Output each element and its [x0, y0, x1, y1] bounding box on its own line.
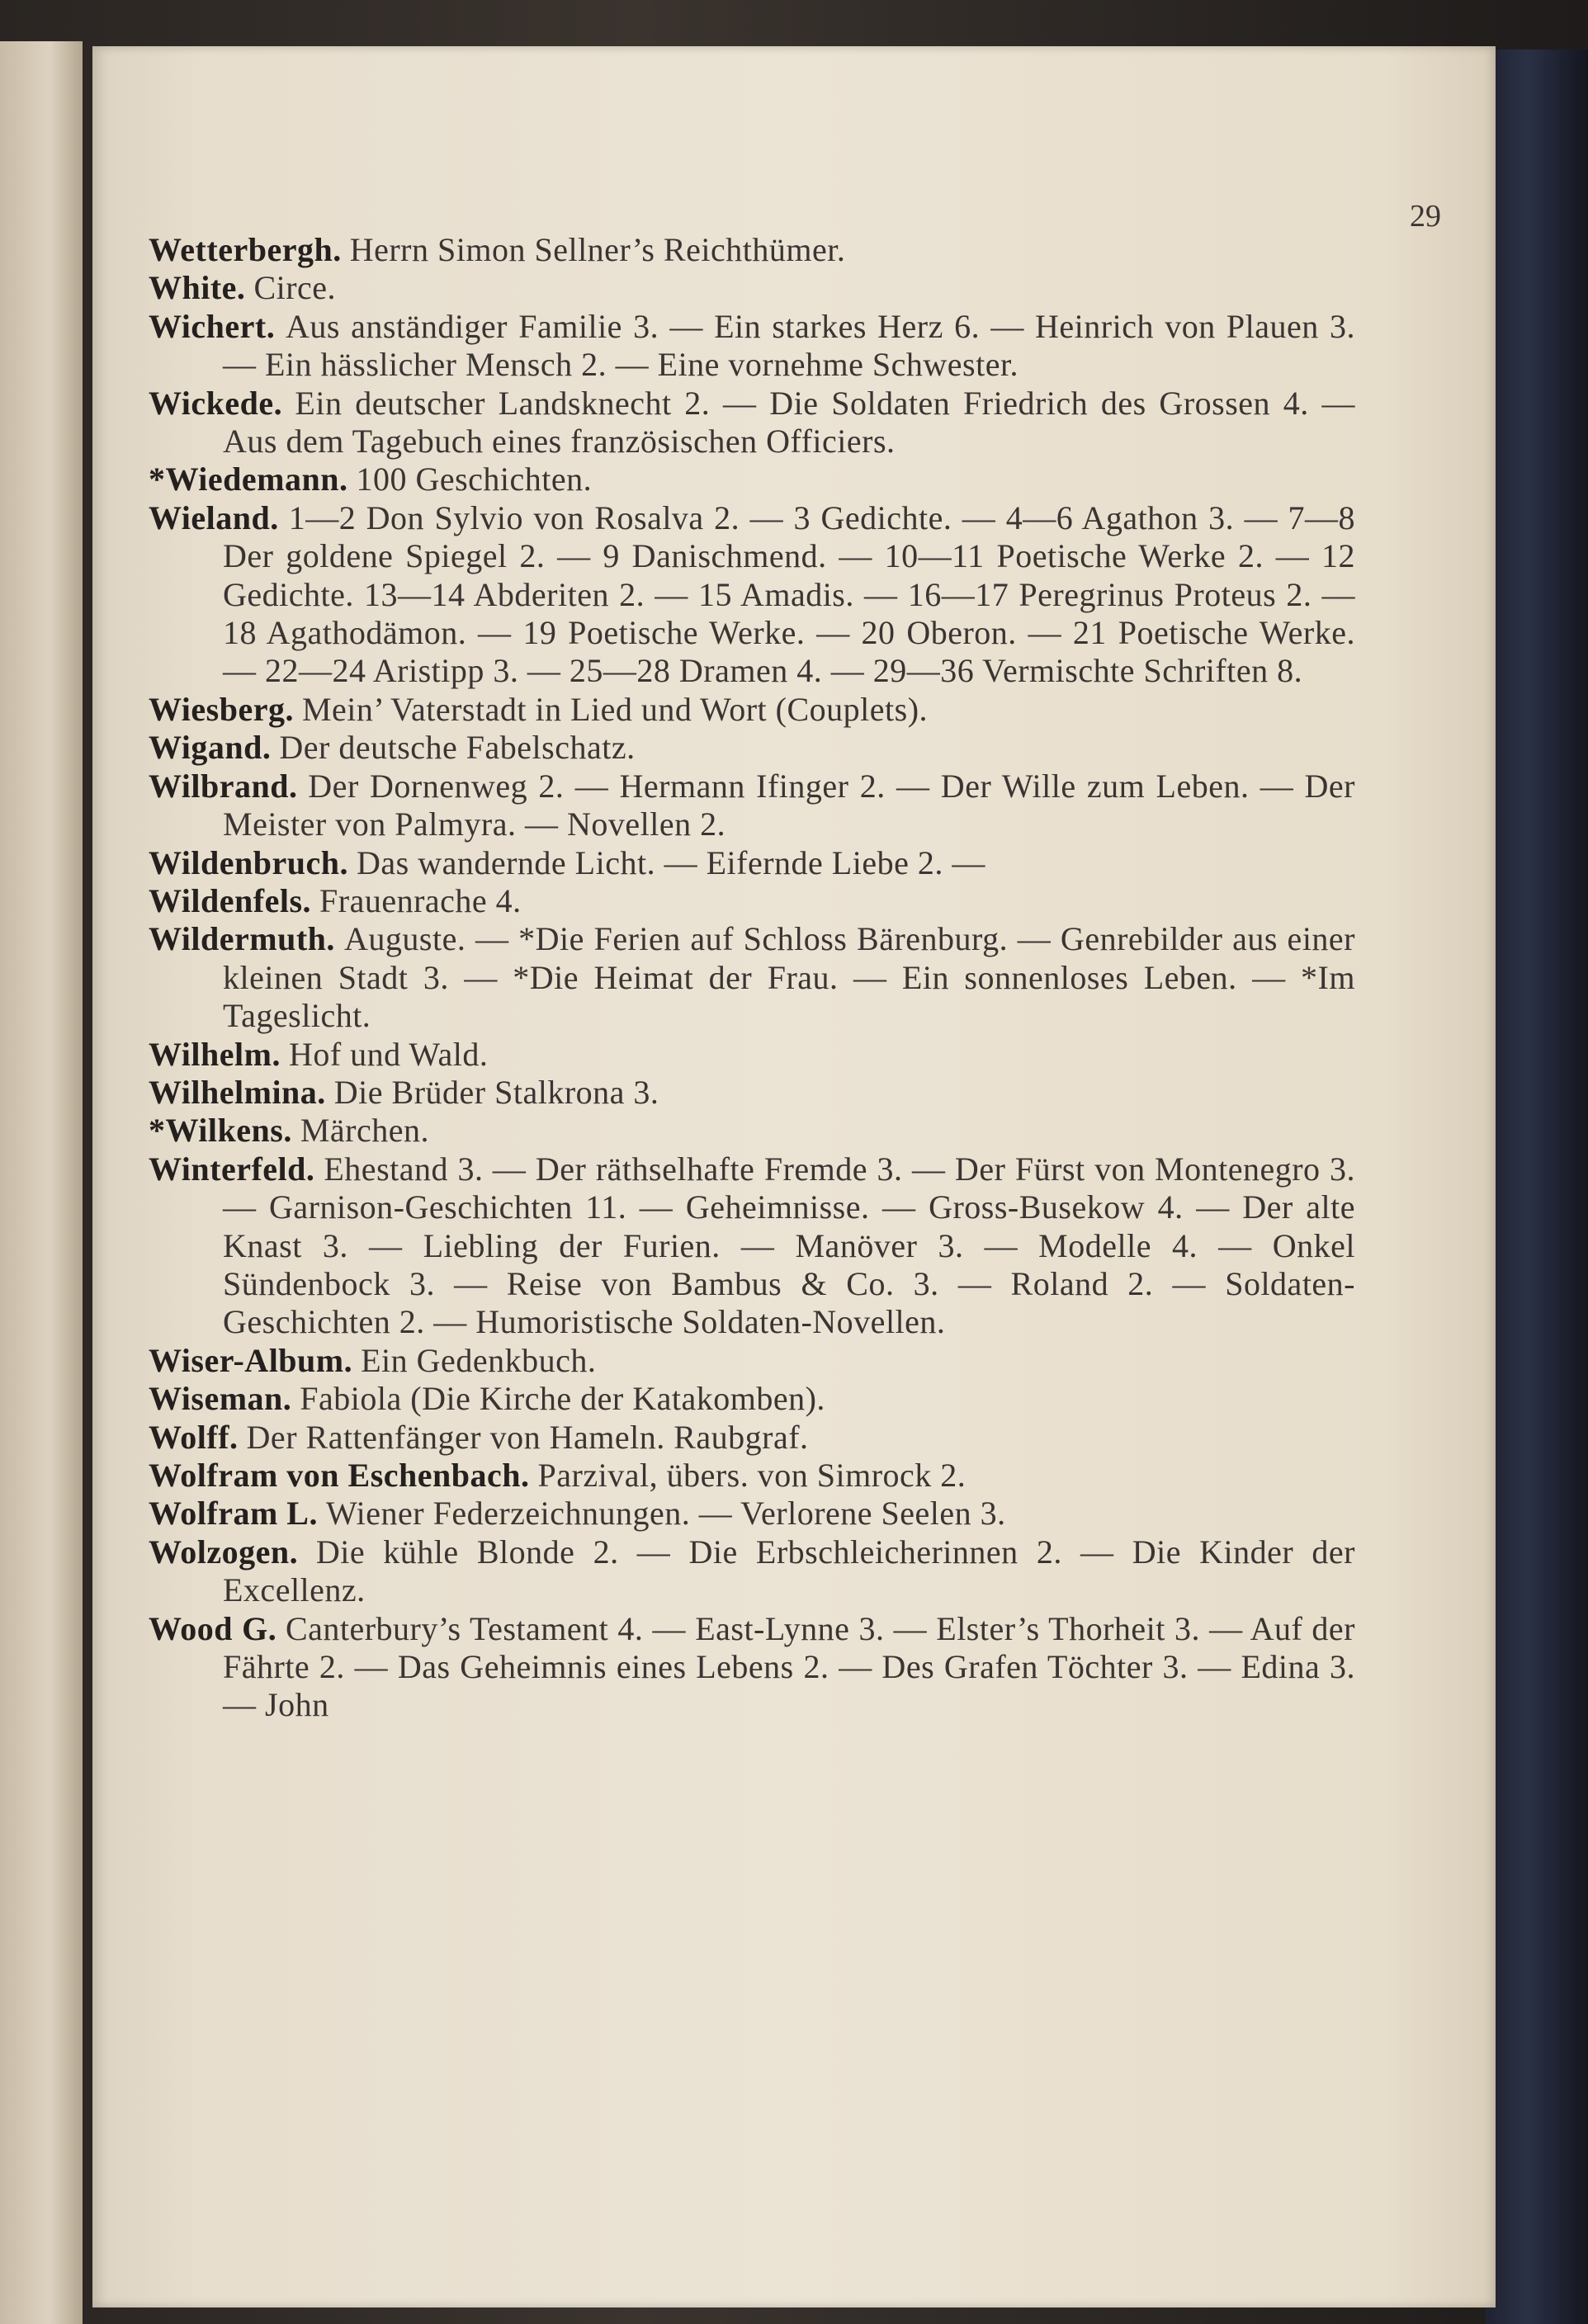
- entry-works: Circe.: [253, 269, 337, 307]
- author-name: Wiesberg.: [149, 690, 294, 728]
- entry-works: Ein deutscher Landsknecht 2. — Die Soldaten Friedrich des Grossen 4. — Aus dem Tagebuch eines französischen Officiers.: [223, 384, 1356, 461]
- entry-works: Die kühle Blonde 2. — Die Erbschleicherinnen 2. — Die Kinder der Excellenz.: [223, 1533, 1355, 1609]
- index-entry: [149, 1380, 1355, 1418]
- index-entry: [149, 1150, 1355, 1342]
- index-entry: [149, 729, 1355, 767]
- entry-works: Der Dornenweg 2. — Hermann Ifinger 2. — Der Wille zum Leben. — Der Meister von Palmyra. — Novellen 2.: [223, 767, 1355, 843]
- entry-works: Ein Gedenkbuch.: [361, 1341, 597, 1379]
- entry-works: Mein’ Vaterstadt in Lied und Wort (Couplets).: [301, 690, 929, 728]
- index-entry: [149, 844, 1355, 882]
- author-name: *Wiedemann.: [149, 461, 348, 498]
- entry-works: Der deutsche Fabelschatz.: [279, 729, 636, 767]
- author-name: Wetterbergh.: [149, 231, 342, 268]
- entry-works: Das wandernde Licht. — Eifernde Liebe 2. —: [357, 843, 985, 881]
- index-entry: [149, 691, 1355, 729]
- author-name: Wilhelm.: [149, 1035, 281, 1073]
- index-entry: [149, 1112, 1355, 1150]
- index-entry: [149, 461, 1355, 498]
- author-name: Wolff.: [149, 1418, 239, 1456]
- entry-works: Märchen.: [300, 1112, 429, 1150]
- entry-works: 100 Geschichten.: [356, 461, 593, 498]
- index-entry: [149, 768, 1355, 844]
- entry-works: Wiener Federzeichnungen. — Verlorene Seelen 3.: [325, 1495, 1006, 1533]
- entry-works: Auguste. — *Die Ferien auf Schloss Bärenburg. — Genrebilder aus einer kleinen Stadt 3. — *Die Heimat der Frau. — Ein sonnenloses Leben. — *Im Tageslicht.: [223, 920, 1356, 1035]
- author-name: Wolfram von Eschenbach.: [149, 1457, 530, 1494]
- author-name: Wigand.: [149, 729, 272, 767]
- index-entry: [149, 920, 1355, 1035]
- entry-works: Canterbury’s Testament 4. — East-Lynne 3. — Elster’s Thorheit 3. — Auf der Fährte 2. — Das Geheimnis eines Lebens 2. — Des Grafen Töchter 3. — Edina 3. — John: [223, 1609, 1355, 1724]
- index-entry: [149, 882, 1355, 920]
- page-number: 29: [1410, 199, 1441, 234]
- index-entry: [149, 1495, 1355, 1533]
- index-entry: [149, 1074, 1355, 1112]
- author-name: Wildenbruch.: [149, 843, 348, 881]
- index-entry: [149, 1610, 1355, 1725]
- entry-works: 1—2 Don Sylvio von Rosalva 2. — 3 Gedichte. — 4—6 Agathon 3. — 7—8 Der goldene Spiegel 2. — 9 Danischmend. — 10—11 Poetische Werke 2. — 12 Gedichte. 13—14 Abderiten 2. — 15 Amadis. — 16—17 Peregrinus Proteus 2. — 18 Agathodämon. — 19 Poetische Werke. — 20 Oberon. — 21 Poetische Werke. — 22—24 Aristipp 3. — 25—28 Dramen 4. — 29—36 Vermischte Schriften 8.: [223, 498, 1356, 690]
- author-name: White.: [149, 269, 246, 307]
- author-name: Winterfeld.: [149, 1150, 315, 1188]
- index-entry: [149, 269, 1355, 307]
- entry-works: Frauenrache 4.: [319, 881, 522, 919]
- index-entry: [149, 1533, 1355, 1610]
- entry-works: Herrn Simon Sellner’s Reichthümer.: [349, 231, 846, 268]
- author-name: Wiser-Album.: [149, 1341, 353, 1379]
- index-entry: [149, 499, 1355, 691]
- entry-works: Der Rattenfänger von Hameln. Raubgraf.: [246, 1418, 809, 1456]
- author-name: Wilhelmina.: [149, 1073, 326, 1111]
- author-name: *Wilkens.: [149, 1112, 292, 1150]
- entry-works: Ehestand 3. — Der räthselhafte Fremde 3. — Der Fürst von Montenegro 3. — Garnison-Geschichten 11. — Geheimnisse. — Gross-Busekow 4. — Der alte Knast 3. — Liebling der Furien. — Manöver 3. — Modelle 4. — Onkel Sündenbock 3. — Reise von Bambus & Co. 3. — Roland 2. — Soldaten-Geschichten 2. — Humoristische Soldaten-Novellen.: [223, 1150, 1356, 1341]
- index-entry: [149, 385, 1355, 461]
- entry-works: Parzival, übers. von Simrock 2.: [537, 1457, 967, 1494]
- author-name: Wolfram L.: [149, 1495, 318, 1533]
- author-name: Wieland.: [149, 498, 279, 536]
- index-entry: [149, 308, 1355, 385]
- entry-works: Die Brüder Stalkrona 3.: [333, 1073, 659, 1111]
- left-page-edge: [0, 41, 83, 2324]
- author-name: Wickede.: [149, 384, 283, 422]
- entry-works: Aus anständiger Familie 3. — Ein starkes Herz 6. — Heinrich von Plauen 3. — Ein hässlicher Mensch 2. — Eine vornehme Schwester.: [223, 307, 1356, 384]
- author-name: Wolzogen.: [149, 1533, 299, 1571]
- index-entry: [149, 1036, 1355, 1074]
- index-entry: [149, 231, 1355, 269]
- index-entry: [149, 1457, 1355, 1495]
- author-name: Wildenfels.: [149, 881, 312, 919]
- entry-works: Fabiola (Die Kirche der Katakomben).: [300, 1380, 825, 1418]
- index-entry: [149, 1342, 1355, 1380]
- entry-works: Hof und Wald.: [288, 1035, 489, 1073]
- author-name: Wildermuth.: [149, 920, 335, 958]
- author-name: Wilbrand.: [149, 767, 298, 805]
- book-cover-edge: [1486, 50, 1588, 2324]
- author-name: Wichert.: [149, 307, 276, 345]
- author-index-list: [149, 231, 1355, 1725]
- author-name: Wood G.: [149, 1609, 277, 1647]
- author-name: Wiseman.: [149, 1380, 292, 1418]
- index-entry: [149, 1419, 1355, 1457]
